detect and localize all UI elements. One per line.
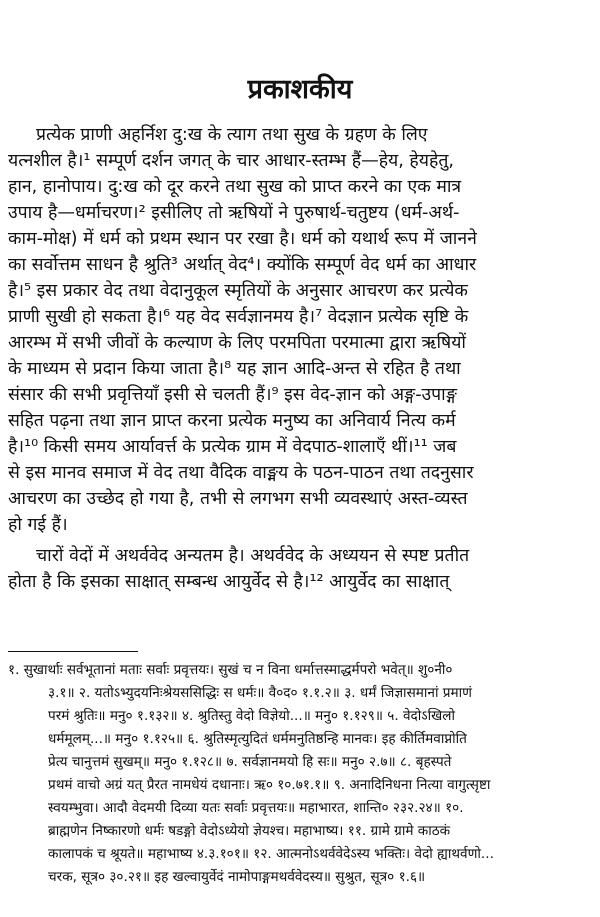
body-line: आरम्भ में सभी जीवों के कल्याण के लिए परमपिता परमात्मा द्वारा ऋषियों	[8, 333, 466, 353]
body-line: यत्नशील है।¹ सम्पूर्ण दर्शन जगत् के चार आधार-स्तम्भ हैं—हेय, हेयहेतु,	[8, 151, 454, 171]
footnote-line: ब्राह्मणेन निष्कारणो धर्मः षडङ्गो वेदोऽध्येयो ज्ञेयश्च। महाभाष्य। ११. ग्रामे ग्रामे काठकं	[48, 823, 451, 839]
footnote-line: कालापकं च श्रूयते॥ महाभाष्य ४.३.१०१॥ १२. आत्मनोऽथर्ववेदेऽस्य भक्तिः। वेदो ह्याथर्वणो...	[48, 846, 494, 862]
body-line: हान, हानोपाय। दु:ख को दूर करने तथा सुख को प्राप्त करने का एक मात्र	[8, 177, 462, 197]
footnote-line: चरक, सूत्र० ३०.२१॥ इह खल्वायुर्वेदं नामोपाङ्गमथर्ववेदस्य॥ सुश्रुत, सूत्र० १.६॥	[48, 869, 426, 885]
body-line: उपाय है—धर्माचरण।² इसीलिए तो ऋषियों ने पुरुषार्थ-चतुष्टय (धर्म-अर्थ-	[8, 203, 460, 223]
footnote-line: ३.१॥ २. यतोऽभ्युदयनिःश्रेयससिद्धिः स धर्मः॥ वै०द० १.१.२॥ ३. धर्मं जिज्ञासमानां प्रमाणं	[48, 685, 473, 701]
body-line: के माध्यम से प्रदान किया जाता है।⁸ यह ज्ञान आदि-अन्त से रहित है तथा	[8, 359, 461, 379]
body-line: काम-मोक्ष) में धर्म को प्रथम स्थान पर रखा है। धर्म को यथार्थ रूप में जानने	[8, 229, 477, 249]
body-line: हो गई हैं।	[8, 515, 68, 535]
body-line: सहित पढ़ना तथा ज्ञान प्राप्त करना प्रत्येक मनुष्य का अनिवार्य नित्य कर्म	[8, 411, 456, 431]
footnote-line: प्रेत्य चानुत्तमं सुखम्॥ मनु० १.१२८॥ ७. सर्वज्ञानमयो हि सः॥ मनु० २.७॥ ८. बृहस्पते	[48, 754, 452, 770]
footnote-divider	[8, 651, 138, 652]
body-line: प्राणी सुखी हो सकता है।⁶ यह वेद सर्वज्ञानमय है।⁷ वेदज्ञान प्रत्येक सृष्टि के	[8, 307, 469, 327]
body-line: से इस मानव समाज में वेद तथा वैदिक वाङ्मय के पठन-पाठन तथा तदनुसार	[8, 463, 474, 483]
body-line: आचरण का उच्छेद हो गया है, तभी से लगभग सभी व्यवस्थाएं अस्त-व्यस्त	[8, 489, 468, 509]
footnote-line: धर्ममूलम्...॥ मनु० १.१२५॥ ६. श्रुतिस्मृत्युदितं धर्ममनुतिष्ठन्हि मानवः। इह कीर्तिमवाप्नोति	[48, 731, 467, 747]
footnote-line: परमं श्रुतिः॥ मनु० १.१३२॥ ४. श्रुतिस्तु वेदो विज्ञेयो...॥ मनु० १.१२९॥ ५. वेदोऽखिलो	[48, 708, 456, 724]
body-line: है।¹⁰ किसी समय आर्यावर्त्त के प्रत्येक ग्राम में वेदपाठ-शालाएँ थीं।¹¹ जब	[8, 437, 457, 457]
body-line: है।⁵ इस प्रकार वेद तथा वेदानुकूल स्मृतियों के अनुसार आचरण कर प्रत्येक	[8, 281, 468, 301]
body-line: प्रत्येक प्राणी अहर्निश दु:ख के त्याग तथा सुख के ग्रहण के लिए	[36, 125, 428, 145]
page-title: प्रकाशकीय	[247, 74, 353, 105]
body-line: संसार की सभी प्रवृत्तियाँ इसी से चलती हैं।⁹ इस वेद-ज्ञान को अङ्ग-उपाङ्ग	[8, 385, 457, 405]
footnote-line: स्वयम्भुवा। आदौ वेदमयी दिव्या यतः सर्वाः प्रवृत्तयः॥ महाभारत, शान्ति० २३२.२४॥ १०.	[48, 800, 464, 816]
body-line: चारों वेदों में अथर्ववेद अन्यतम है। अथर्ववेद के अध्ययन से स्पष्ट प्रतीत	[36, 546, 470, 566]
footnote-line: प्रथमं वाचो अग्रं यत् प्रैरत नामधेयं दधानाः। ऋ० १०.७१.१॥ ९. अनादिनिधना नित्या वागुत्सृष्टा	[48, 777, 491, 793]
body-line: होता है कि इसका साक्षात् सम्बन्ध आयुर्वेद से है।¹² आयुर्वेद का साक्षात्	[8, 572, 450, 592]
footnote-line: १. सुखार्थाः सर्वभूतानां मताः सर्वाः प्रवृत्तयः। सुखं च न विना धर्मात्तस्माद्धर्मपरो भवेत्॥ शु०नी०	[8, 662, 453, 678]
body-line: का सर्वोत्तम साधन है श्रुति³ अर्थात् वेद⁴। क्योंकि सम्पूर्ण वेद धर्म का आधार	[8, 255, 477, 275]
